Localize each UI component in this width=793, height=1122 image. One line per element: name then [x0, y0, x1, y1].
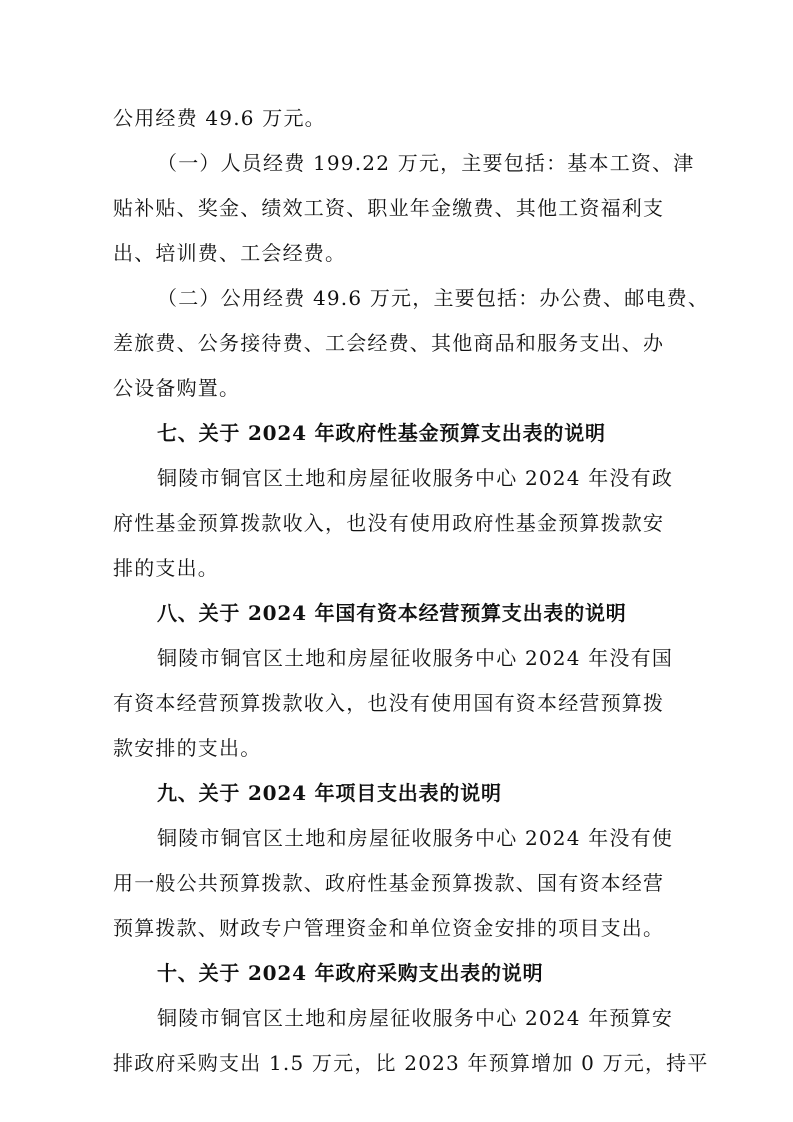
text-line: 公设备购置。 [113, 376, 241, 400]
text-line: 排政府采购支出 1.5 万元，比 2023 年预算增加 0 万元，持平 [113, 1051, 709, 1075]
text-line: 铜陵市铜官区土地和房屋征收服务中心 2024 年没有政 [157, 466, 674, 490]
text-line: 用一般公共预算拨款、政府性基金预算拨款、国有资本经营 [113, 871, 665, 895]
text-line: 铜陵市铜官区土地和房屋征收服务中心 2024 年没有国 [157, 646, 674, 670]
section-heading: 八、关于 2024 年国有资本经营预算支出表的说明 [157, 601, 627, 625]
text-line: 府性基金预算拨款收入，也没有使用政府性基金预算拨款安 [113, 511, 665, 535]
section-heading: 十、关于 2024 年政府采购支出表的说明 [157, 961, 544, 985]
text-line: 款安排的支出。 [113, 736, 262, 760]
section-heading: 九、关于 2024 年项目支出表的说明 [157, 781, 502, 805]
text-line: 差旅费、公务接待费、工会经费、其他商品和服务支出、办 [113, 331, 665, 355]
text-line: 贴补贴、奖金、绩效工资、职业年金缴费、其他工资福利支 [113, 196, 665, 220]
text-line: 公用经费 49.6 万元。 [113, 106, 326, 130]
text-line: 有资本经营预算拨款收入，也没有使用国有资本经营预算拨 [113, 691, 665, 715]
text-line: 铜陵市铜官区土地和房屋征收服务中心 2024 年没有使 [157, 826, 674, 850]
text-line: （二）公用经费 49.6 万元，主要包括：办公费、邮电费、 [157, 286, 710, 310]
text-line: 铜陵市铜官区土地和房屋征收服务中心 2024 年预算安 [157, 1006, 674, 1030]
section-heading: 七、关于 2024 年政府性基金预算支出表的说明 [157, 421, 606, 445]
text-line: （一）人员经费 199.22 万元，主要包括：基本工资、津 [157, 151, 695, 175]
text-line: 排的支出。 [113, 556, 219, 580]
text-line: 预算拨款、财政专户管理资金和单位资金安排的项目支出。 [113, 916, 665, 940]
text-line: 出、培训费、工会经费。 [113, 241, 347, 265]
